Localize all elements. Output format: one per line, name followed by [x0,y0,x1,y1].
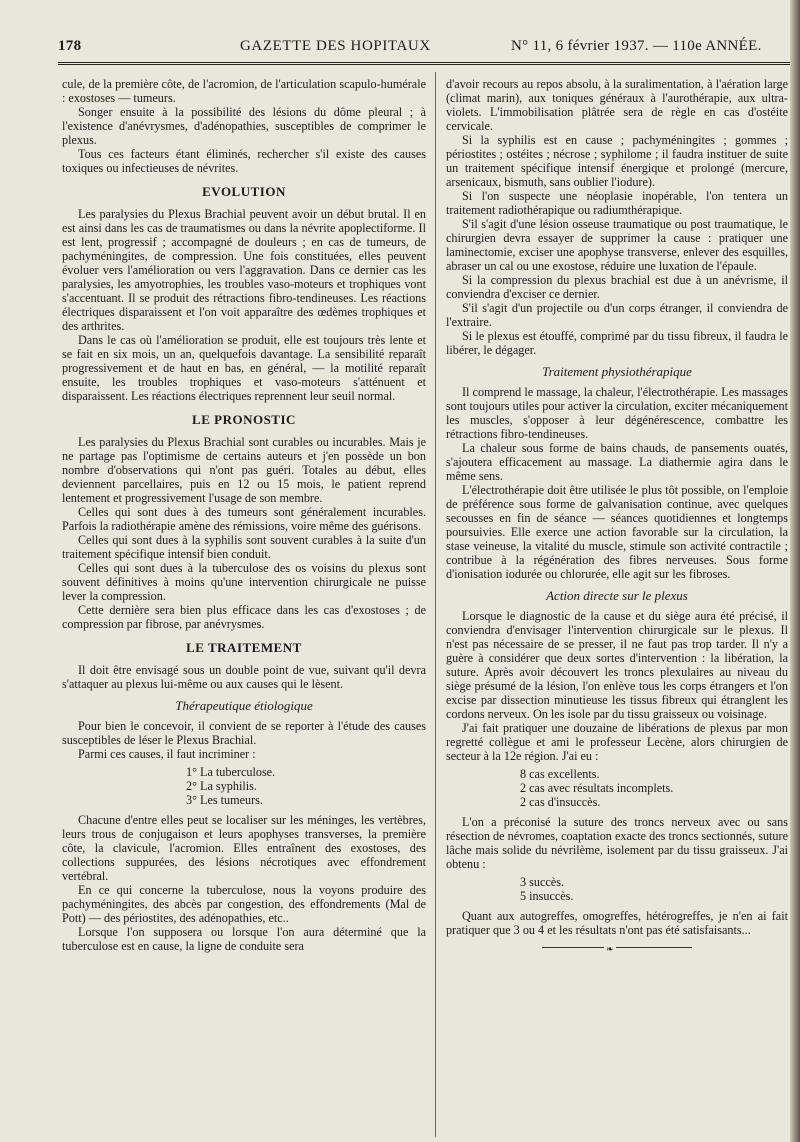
section-title-prognosis: LE PRONOSTIC [192,412,296,427]
paragraph: Tous ces facteurs étant éliminés, rechercher s'il existe des causes toxiques ou infectieuses de névrites. [62,147,426,175]
paragraph: Quant aux autogreffes, omogreffes, hétérogreffes, je n'en ai fait pratiquer que 3 ou 4 et les résultats n'ont pas été satisfaisants... [446,909,788,937]
paragraph: J'ai fait pratiquer une douzaine de libérations de plexus par mon regretté collègue et ami le professeur Lecène, alors chirurgien de secteur à la 12e région. J'ai eu : [446,721,788,763]
paragraph: Parmi ces causes, il faut incriminer : [78,747,256,761]
section-title-evolution: EVOLUTION [202,184,286,199]
list-item: 8 cas excellents. [520,767,600,781]
paragraph: Si la syphilis est en cause ; pachyméningites ; gommes ; périostites ; ostéites ; nécrose ; syphilome ; il faudra instituer de suite un traitement spécifique intensif énergique et prolongé (mercure, arsenicaux, bismuth, sans oublier l'iodure). [446,133,788,189]
paragraph: Si la compression du plexus brachial est due à un anévrisme, il conviendra d'exciser ce dernier. [446,273,788,301]
journal-title: GAZETTE DES HOPITAUX [240,38,431,54]
paragraph: Lorsque le diagnostic de la cause et du siège aura été précisé, il conviendra d'envisager l'intervention chirurgicale sur le plexus. Il n'est pas nécessaire de se presser, il ne faut pas trop tarder. Il n'y a guère à considérer que deux sortes d'intervention : la libération, la suture. Après avoir découvert les troncs plexulaires au niveau du siège présumé de la lésion, l'on enlève tous les corps étrangers et l'on excise par dissection minutieuse les tissus fibreux qui étranglent les cordons nerveux. On les isole par du tissu graisseux ou voisinage. [446,609,788,721]
paragraph: Dans le cas où l'amélioration se produit, elle est toujours très lente et se fait en six mois, un an, quelquefois davantage. La sensibilité reparaît progressivement et de haut en bas, en général, — la motilité reparaît ensuite, les troubles trophiques et vaso-moteurs s'atténuent et disparaissent. Les réactions électriques reprennent leur seuil normal. [62,333,426,403]
column-divider [435,72,436,1137]
paragraph: Les paralysies du Plexus Brachial peuvent avoir un début brutal. Il en est ainsi dans les cas de traumatismes ou dans la névrite apoplectiforme. Il est lent, progressif ; accompagné de douleurs ; en cas de tumeurs, de pachyméningites, de compression. Une fois constituées, elles peuvent évoluer vers l'amélioration ou vers l'aggravation. Dans ce dernier cas les paralysies, les amyotrophies, les troubles vaso-moteurs et trophiques vont s'accentuant. Il se produit des rétractions fibro-tendineuses. Les réactions électriques disparaissent et l'on voit apparaître des œdèmes trophiques et des arthrites. [62,207,426,333]
paragraph: Celles qui sont dues à des tumeurs sont généralement incurables. Parfois la radiothérapie amène des rémissions, voire même des guérisons. [62,505,426,533]
paragraph: Celles qui sont dues à la syphilis sont souvent curables à la suite d'un traitement spécifique intensif bien conduit. [62,533,426,561]
list-item: 5 insuccès. [520,889,574,903]
subsection-title-direct-action: Action directe sur le plexus [546,588,688,603]
list-item: 3 succès. [520,875,564,889]
paragraph: Celles qui sont dues à la tuberculose des os voisins du plexus sont souvent définitives à moins qu'une intervention chirurgicale ne puisse lever la compression. [62,561,426,603]
page-header [58,34,790,60]
results-list-liberation [446,767,788,809]
end-ornament-rule [542,944,692,954]
paragraph: L'électrothérapie doit être utilisée le plus tôt possible, on l'emploie de préférence sous forme de galvanisation continue, avec quelques secousses en fin de séance — séances quotidiennes et longtemps poursuivies. Elle exerce une action favorable sur la circulation, la stase veineuse, la vitalité du muscle, stimule son activité contractile ; contribue à la régénération des fibres nerveuses. Sous forme d'ionisation iodurée ou chlorurée, elle agit sur les fibroses. [446,483,788,581]
section-title-treatment: LE TRAITEMENT [186,640,302,655]
paragraph: Si l'on suspecte une néoplasie inopérable, l'on tentera un traitement radiothérapique ou radiumthérapique. [446,189,788,217]
list-item: 2 cas d'insuccès. [520,795,601,809]
paragraph: Lorsque l'on supposera ou lorsque l'on aura déterminé que la tuberculose est en cause, la ligne de conduite sera [62,925,426,953]
paragraph: La chaleur sous forme de bains chauds, de pansements ouatés, s'ajoutera efficacement au massage. La diathermie agira dans le même sens. [446,441,788,483]
page-number: 178 [58,38,82,54]
paragraph: Il doit être envisagé sous un double point de vue, suivant qu'il devra s'attaquer au plexus lui-même ou aux causes qui le lèsent. [62,663,426,691]
page-edge-shadow [790,0,800,1142]
paragraph: S'il s'agit d'un projectile ou d'un corps étranger, il conviendra de l'extraire. [446,301,788,329]
subsection-title-physiotherapy: Traitement physiothérapique [542,364,692,379]
paragraph: d'avoir recours au repos absolu, à la suralimentation, à l'aération large (climat marin), aux toniques généraux à l'aurothérapie, aux ultra-violets. L'immobilisation plâtrée sera de règle en cas d'ostéite cervicale. [446,77,788,133]
right-column [446,77,788,954]
list-item: 1° La tuberculose. [186,765,276,779]
paragraph: Chacune d'entre elles peut se localiser sur les méninges, les vertèbres, leurs trous de conjugaison et leurs apophyses transverses, la première côte, la clavicule, l'acromion. Elles entraînent des exostoses, des collections suppurées, des lésions nécrotiques avec effondrement vertébral. [62,813,426,883]
results-list-suture [446,875,788,903]
list-item: 2 cas avec résultats incomplets. [520,781,674,795]
header-rule [58,62,790,65]
causes-list [62,765,426,807]
list-item: 3° Les tumeurs. [186,793,263,807]
paragraph: Il comprend le massage, la chaleur, l'électrothérapie. Les massages sont toujours utiles pour activer la circulation, exciter mécaniquement les muscles, s'opposer à leur dégénérescence, combattre les rétractions fibro-tendineuses. [446,385,788,441]
left-column [62,77,426,953]
paragraph: Pour bien le concevoir, il convient de se reporter à l'étude des causes susceptibles de léser le Plexus Brachial. [62,719,426,747]
paragraph: Songer ensuite à la possibilité des lésions du dôme pleural ; à l'existence d'anévrysmes, d'adénopathies, susceptibles de comprimer le plexus. [62,105,426,147]
paragraph: cule, de la première côte, de l'acromion, de l'articulation scapulo-humérale : exostoses — tumeurs. [62,77,426,105]
subsection-title-etiology: Thérapeutique étiologique [175,698,313,713]
paragraph: S'il s'agit d'une lésion osseuse traumatique ou post traumatique, le chirurgien devra essayer de supprimer la cause : pratiquer une laminectomie, exciser une apophyse transverse, enlever des esquilles, abraser un cal ou une exostose, réduire une luxation de l'épaule. [446,217,788,273]
paragraph: Les paralysies du Plexus Brachial sont curables ou incurables. Mais je ne partage pas l'optimisme de certains auteurs et j'en possède un bon nombre d'observations qui n'ont pas guéri. Totales au début, elles deviennent parcellaires, puis en 12 ou 15 mois, le patient reprend lentement et progressivement l'usage de son membre. [62,435,426,505]
paragraph: L'on a préconisé la suture des troncs nerveux avec ou sans résection de névromes, coaptation exacte des troncs sectionnés, suture lâche mais solide du névrilème, isolement par du tissu graisseux. J'ai obtenu : [446,815,788,871]
paragraph: Cette dernière sera bien plus efficace dans les cas d'exostoses ; de compression par fibrose, par anévrysmes. [62,603,426,631]
list-item: 2° La syphilis. [186,779,257,793]
paragraph: En ce qui concerne la tuberculose, nous la voyons produire des pachyméningites, des abcès par congestion, des effondrements (Mal de Pott) — des périostites, des adénopathies, etc.. [62,883,426,925]
ornament-icon: ❧ [606,944,614,954]
paragraph: Si le plexus est étouffé, comprimé par du tissu fibreux, il faudra le libérer, le dégager. [446,329,788,357]
issue-info: N° 11, 6 février 1937. — 110e ANNÉE. [511,38,762,54]
